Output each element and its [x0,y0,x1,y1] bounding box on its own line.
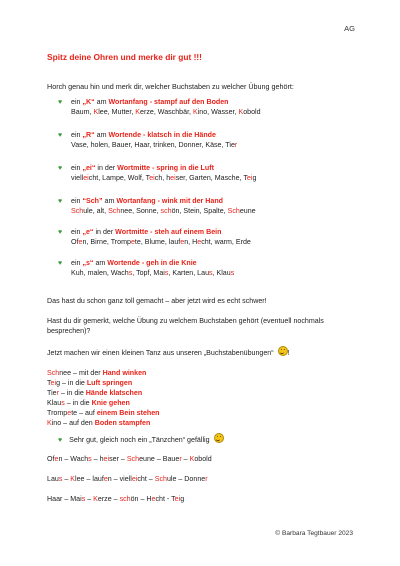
paragraph-praise: Das hast du schon ganz toll gemacht – aber jetzt wird es echt schwer! [47,297,267,305]
text-segment: T [47,379,51,387]
text-segment: cht – [137,475,155,483]
intro-text: Horch genau hin und merk dir, welcher Buchstaben zu welcher Übung gehört: [47,82,294,91]
text-segment: Klau [47,399,62,407]
text-segment: erze, Waschbär, [140,108,193,116]
text-segment: g [252,174,257,182]
text-segment: – [62,475,71,483]
highlight-text: Wortmitte - steh auf einem Bein [115,228,222,236]
highlight-text: „e“ [82,228,94,236]
highlight-text: Knie gehen [91,399,130,407]
highlight-text: r [56,389,59,397]
exercise-words [71,237,251,247]
highlight-text: einem Bein stehen [96,409,160,417]
dance-line [47,378,160,388]
text-segment: ser – [109,455,127,463]
text-segment: ön – H [130,495,152,503]
highlight-text: r [205,475,208,483]
exercise-words [71,206,256,216]
exercise-words [71,107,261,117]
exercise-instruction [71,258,234,268]
text-segment: cht, Lampe, Wolf, T [88,174,150,182]
highlight-text: ei [246,174,253,182]
text-segment: viell [71,174,84,182]
highlight-text: ei [83,174,89,182]
word-sequence [47,495,184,503]
dance-list [47,368,160,428]
exercise-item [58,163,256,183]
text-segment: te – auf [71,409,97,417]
text-segment: obold [243,108,261,116]
highlight-text: ei [174,495,181,503]
highlight-text: e [151,495,156,503]
highlight-text: “Sch” [82,197,103,205]
highlight-text: e [197,238,202,246]
corner-label: AG [344,24,355,33]
highlight-text: Sch [126,455,140,463]
text-segment: – [85,495,94,503]
text-segment: Kuh, malen, Wach [71,269,129,277]
highlight-text: s [164,269,169,277]
exercise-instruction [71,130,237,140]
dance-line [47,408,160,418]
highlight-text: s [58,475,63,483]
text-segment: in der [93,228,116,236]
exercise-item [58,97,261,117]
highlight-text: ei [50,379,57,387]
text-segment: obold [194,455,212,463]
exercise-instruction [71,163,256,173]
highlight-text: Sch [227,207,240,215]
text-segment: n, Birne, Tromp [82,238,131,246]
highlight-text: K [70,475,76,483]
heart-icon: ♥ [58,437,63,444]
text-segment: nee, Sonne, [120,207,161,215]
text-segment: nee – mit der [59,369,103,377]
highlight-text: Hände klatschen [85,389,143,397]
highlight-text: s [209,269,213,277]
smiley-icon [214,433,224,443]
highlight-text: Luft springen [86,379,133,387]
exercise-item [58,130,237,150]
page-title: Spitz deine Ohren und merke dir gut !!! [47,52,202,62]
paragraph-again [58,433,224,446]
highlight-text: sch [119,495,131,503]
highlight-text: „R“ [82,131,95,139]
text-segment: ein [71,164,83,172]
dance-line [47,388,160,398]
text-segment: Tie [47,389,57,397]
highlight-text: e [103,475,108,483]
highlight-text: K [189,455,195,463]
exercise-item [58,196,256,216]
text-segment: Haar – Mai [47,495,82,503]
dance-line [47,368,160,378]
word-sequence [47,475,208,483]
heart-icon: ♥ [58,229,63,236]
text-segment: eune [239,207,256,215]
paragraph-dance-intro [47,346,290,358]
highlight-text: r [179,455,182,463]
heart-icon: ♥ [58,132,63,139]
dance-intro-text: Jetzt machen wir einen kleinen Tanz aus unseren „Buchstabenübungen“ [47,349,274,357]
text-segment: – h [91,455,104,463]
text-segment: n, H [184,238,198,246]
text-segment: g – in die [56,379,87,387]
text-segment: ein [71,98,83,106]
heart-icon: ♥ [58,198,63,205]
highlight-text: sch [160,207,172,215]
heart-icon: ♥ [58,260,63,267]
highlight-text: „s“ [82,259,94,267]
dance-line [47,418,160,428]
highlight-text: K [238,108,244,116]
text-segment: g [180,495,185,503]
heart-icon: ♥ [58,99,63,106]
paragraph-question: Hast du dir gemerkt, welche Übung zu welchem Buchstaben gehört (eventuell nochmals besprechen)? [47,317,324,335]
highlight-text: Sch [71,207,84,215]
exercise-instruction [71,227,251,237]
highlight-text: e [130,238,135,246]
highlight-text: e [54,455,59,463]
highlight-text: s [61,399,65,407]
text-segment: lee – lauf [75,475,104,483]
highlight-text: Sch [108,207,121,215]
text-segment: erze – [97,495,120,503]
highlight-text: K [93,495,98,503]
text-segment: ch, h [154,174,171,182]
highlight-text: K [135,108,141,116]
text-segment: ino, Wasser, [197,108,239,116]
exercise-item [58,227,251,247]
highlight-text: „ei“ [82,164,96,172]
highlight-text: ei [103,455,110,463]
exercise-item [58,258,234,278]
text-segment: , Klau [212,269,231,277]
highlight-text: Wortanfang - wink mit der Hand [116,197,224,205]
text-segment: am [93,259,108,267]
text-segment: Baum, [71,108,94,116]
text-segment: ino – auf den [51,419,95,427]
highlight-text: r [234,141,238,149]
highlight-text: s [81,495,86,503]
text-segment: am [94,98,109,106]
highlight-text: Sch [154,475,167,483]
text-segment: am [94,131,109,139]
dance-intro-end: ! [287,349,290,357]
highlight-text: K [47,419,52,427]
text-segment: ein [71,197,83,205]
text-segment: ön, Stein, Spalte, [171,207,228,215]
text-segment: eune – Baue [139,455,180,463]
highlight-text: K [192,108,198,116]
text-segment: Of [47,455,55,463]
highlight-text: s [230,269,235,277]
text-segment: ein [71,228,83,236]
exercise-instruction [71,196,256,206]
text-segment: – [181,455,190,463]
highlight-text: Boden stampfen [94,419,151,427]
text-segment: ule, alt, [83,207,109,215]
heart-icon: ♥ [58,165,63,172]
highlight-text: Wortmitte - spring in die Luft [117,164,214,172]
highlight-text: s [88,455,92,463]
text-segment: lee, Mutter, [98,108,136,116]
text-segment: cht - T [155,495,175,503]
highlight-text: Wortende - klatsch in die Hände [108,131,216,139]
text-segment: cht, warm, Erde [201,238,251,246]
footer-copyright: © Barbara Tegtbauer 2023 [275,530,353,537]
text-segment: – in die [58,389,86,397]
highlight-text: ei [149,174,155,182]
text-segment: ein [71,131,83,139]
highlight-text: ei [131,475,138,483]
word-sequence [47,455,212,463]
highlight-text: Sch [47,369,60,377]
text-segment: – in die [64,399,92,407]
exercise-words [71,173,256,183]
text-segment: Of [71,238,79,246]
smiley-icon [278,346,288,356]
exercise-instruction [71,97,261,107]
highlight-text: Wortende - geh in die Knie [107,259,197,267]
highlight-text: ei [170,174,176,182]
text-segment: te, Blume, lauf [134,238,181,246]
highlight-text: s [128,269,133,277]
text-segment: , Topf, Mai [132,269,165,277]
text-segment: in der [95,164,118,172]
exercise-words [71,140,237,150]
text-segment: Lau [47,475,59,483]
text-segment: n – Wach [58,455,89,463]
text-segment: Tromp [47,409,68,417]
text-segment: ule – Donne [166,475,206,483]
highlight-text: e [67,409,72,417]
dance-line [47,398,160,408]
text-segment: Vase, holen, Bauer, Haar, trinken, Donner, Käse, Tie [71,141,235,149]
text-segment: am [102,197,117,205]
highlight-text: Wortanfang - stampf auf den Boden [108,98,229,106]
text-segment: , Karten, Lau [168,269,210,277]
highlight-text: e [180,238,185,246]
text-segment: ser, Garten, Masche, T [175,174,247,182]
highlight-text: „K“ [82,98,95,106]
text-segment: n – viell [107,475,132,483]
exercise-words [71,268,234,278]
text-segment: ein [71,259,83,267]
highlight-text: e [78,238,83,246]
highlight-text: K [93,108,99,116]
highlight-text: Hand winken [102,369,147,377]
again-text: Sehr gut, gleich noch ein „Tänzchen“ gefällig [69,436,210,444]
